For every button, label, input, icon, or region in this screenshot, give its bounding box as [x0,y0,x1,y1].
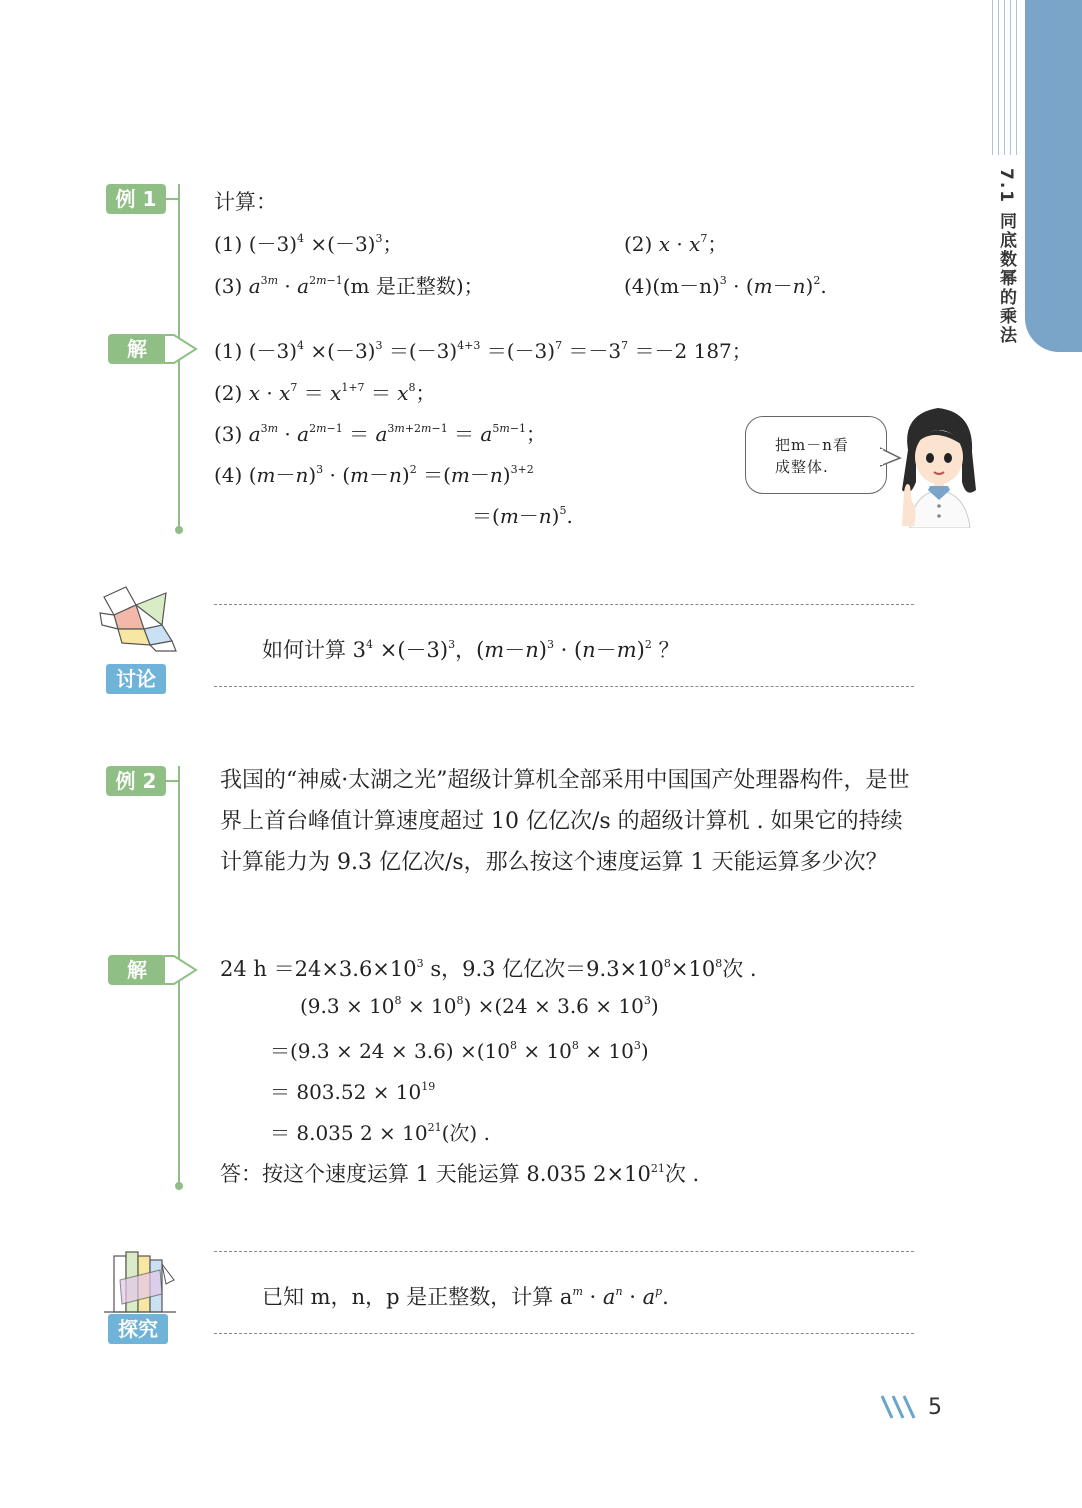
discussion-tag: 讨论 [106,664,166,694]
solution-arrow-icon [164,334,198,364]
example-2-problem: 我国的“神威·太湖之光”超级计算机全部采用中国国产处理器构件，是世界上首台峰值计算速度超过 10 亿亿次/s 的超级计算机 . 如果它的持续计算能力为 9.3 亿亿次/s，那么按这个速度运算 1 天能运算多少次？ [220,768,910,875]
solution-arrow-icon [164,955,198,985]
solution-1-line-1: (1) $(-3)^4 \times(-3)^3 =(-3)^{4+3} =(-3)^7 =-3^7 =-2$ 187； [214,339,752,363]
example-1-tag: 例 1 [106,184,166,214]
problem-3: (3) $a^{3m} \cdot a^{2m-1}(m$ 是正整数)； [214,274,484,298]
dashed-divider [214,1333,914,1334]
solution-1-line-3: (3) $a^{3m} \cdot a^{2m-1} = a^{3m+2m-1} = a^{5m-1}$； [214,422,547,446]
tag-tick [166,780,178,782]
example-2-answer: 答：按这个速度运算 1 天能运算 8.035 $2\times 10^{21}$次 . [220,1162,700,1186]
solution-2-line-4: ＝ $803.52 \times 10^{19}$ [270,1080,436,1104]
dashed-divider [214,686,914,687]
problem-2: (2) $x \cdot x^7$； [624,232,728,256]
hint-text-line: 把m－n看 [775,436,849,454]
dashed-divider [214,604,914,605]
solution-1-line-2: (2) $x \cdot x^7 = x^{1+7} = x^8$； [214,381,436,405]
page-number: 5 [928,1395,942,1420]
solution-1-line-4: (4) $(m-n)^3 \cdot (m-n)^2 =(m-n)^{3+2}$ [214,463,534,487]
problem-1: (1) $(-3)^4 \times(-3)^3$； [214,232,403,256]
girl-illustration [892,402,984,528]
books-icon [100,1250,180,1316]
chapter-label: 7.1 同底数幂的乘法 [996,168,1016,346]
solution-1-line-5: $=(m-n)^5$. [472,504,573,528]
solution-2-line-3: $=(9.3 \times 24 \times 3.6) \times(10^8 \times 10^8 \times 10^3)$ [270,1039,649,1063]
hint-text-line: 成整体. [775,458,829,476]
side-line [998,0,999,155]
explore-tag: 探究 [108,1314,168,1344]
side-line [1010,0,1011,155]
rule-end-dot [175,526,183,534]
hint-text [775,434,849,478]
solution-2-line-1: 24 $h =24\times 3.6\times 10^3$ s，9.3 亿亿次$=9.3\times 10^8\times 10^8$次 . [220,957,757,981]
example-2-tag: 例 2 [106,766,166,796]
solution-2-tag: 解 [108,955,166,985]
side-line [1004,0,1005,155]
tag-tick [166,198,178,200]
dashed-divider [214,1251,914,1252]
tangram-icon [96,585,180,657]
solution-2-line-5: ＝ 8.035 $2 \times 10^{21}$(次) . [270,1121,490,1145]
chapter-side-tab [1025,0,1082,352]
explore-question: 已知 m，n，p 是正整数，计算 $a^m \cdot a^n \cdot a^p$. [262,1285,669,1309]
side-line [1016,0,1017,155]
problem-4: $(4)(m-n)^3 \cdot (m-n)^2$. [624,274,827,298]
side-line [992,0,993,155]
solution-1-tag: 解 [108,334,166,364]
solution-2-line-2: $(9.3 \times 10^8 \times 10^8) \times(24 \times 3.6 \times 10^3)$ [300,994,659,1018]
example-1-prompt: 计算： [214,190,277,214]
page-slashes-icon [880,1394,924,1420]
discussion-question: 如何计算 $3^4 \times(-3)^3$，$(m-n)^3 \cdot (n-m)^2$ ？ [262,638,680,662]
rule-end-dot [175,1182,183,1190]
